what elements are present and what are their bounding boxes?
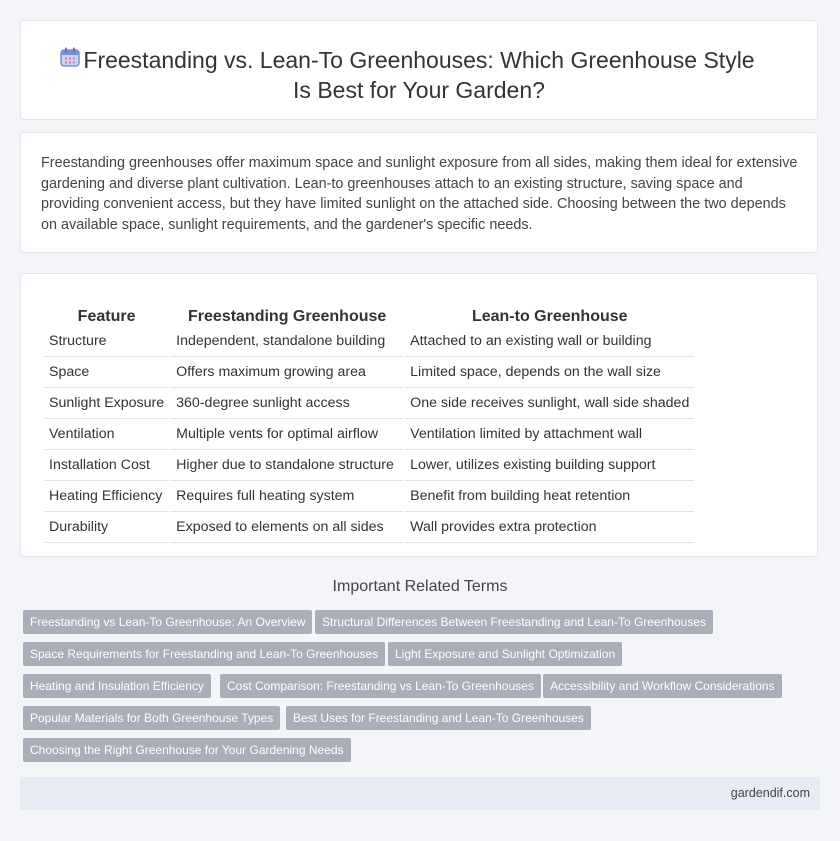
lean-to-cell: Attached to an existing wall or building xyxy=(405,326,694,357)
table-row xyxy=(44,512,694,543)
table-row xyxy=(44,481,694,512)
lean-to-cell: Wall provides extra protection xyxy=(405,512,694,543)
table-row xyxy=(44,326,694,357)
feature-cell: Durability xyxy=(44,512,169,543)
page-title-line-1: Freestanding vs. Lean-To Greenhouses: Which Greenhouse Style xyxy=(83,47,755,73)
header-card xyxy=(20,20,818,120)
feature-cell: Space xyxy=(44,357,169,388)
feature-cell: Structure xyxy=(44,326,169,357)
related-term-tag[interactable]: Accessibility and Workflow Considerations xyxy=(543,674,782,698)
related-terms-title: Important Related Terms xyxy=(332,578,508,595)
freestanding-cell: Independent, standalone building xyxy=(171,326,403,357)
column-header-feature: Feature xyxy=(77,308,136,325)
feature-cell: Ventilation xyxy=(44,419,169,450)
page-title-line-2: Is Best for Your Garden? xyxy=(293,77,545,103)
freestanding-cell: Offers maximum growing area xyxy=(171,357,403,388)
related-term-tag[interactable]: Freestanding vs Lean-To Greenhouse: An Overview xyxy=(23,610,312,634)
related-term-tag[interactable]: Choosing the Right Greenhouse for Your Gardening Needs xyxy=(23,738,351,762)
lean-to-cell: Benefit from building heat retention xyxy=(405,481,694,512)
footer xyxy=(20,777,820,810)
table-row xyxy=(44,357,694,388)
table-row xyxy=(44,388,694,419)
lean-to-cell: Ventilation limited by attachment wall xyxy=(405,419,694,450)
lean-to-cell: One side receives sunlight, wall side shaded xyxy=(405,388,694,419)
freestanding-cell: Exposed to elements on all sides xyxy=(171,512,403,543)
column-header-freestanding: Freestanding Greenhouse xyxy=(188,308,387,325)
table-row xyxy=(44,450,694,481)
intro-card xyxy=(20,132,818,253)
comparison-table-card xyxy=(20,273,818,557)
related-term-tag[interactable]: Space Requirements for Freestanding and Lean-To Greenhouses xyxy=(23,642,385,666)
freestanding-cell: Requires full heating system xyxy=(171,481,403,512)
intro-paragraph: Freestanding greenhouses offer maximum space and sunlight exposure from all sides, making them ideal for extensive gardening and diverse plant cultivation. Lean-to greenhouses attach to an existing structure, saving space and providing convenient access, but they have limited sunlight on the attached side. Choosing between the two depends on available space, sunlight requirements, and the gardener's specific needs. xyxy=(41,155,798,233)
related-term-tag[interactable]: Light Exposure and Sunlight Optimization xyxy=(388,642,622,666)
lean-to-cell: Lower, utilizes existing building support xyxy=(405,450,694,481)
freestanding-cell: Higher due to standalone structure xyxy=(171,450,403,481)
comparison-table xyxy=(42,294,696,543)
freestanding-cell: Multiple vents for optimal airflow xyxy=(171,419,403,450)
column-header-lean-to: Lean-to Greenhouse xyxy=(471,308,628,325)
related-term-tag[interactable]: Heating and Insulation Efficiency xyxy=(23,674,211,698)
related-term-tag[interactable]: Cost Comparison: Freestanding vs Lean-To Greenhouses xyxy=(220,674,541,698)
related-term-tag[interactable]: Structural Differences Between Freestanding and Lean-To Greenhouses xyxy=(315,610,713,634)
table-row xyxy=(44,419,694,450)
page-title xyxy=(21,45,817,105)
freestanding-cell: 360-degree sunlight access xyxy=(171,388,403,419)
feature-cell: Installation Cost xyxy=(44,450,169,481)
footer-site-link[interactable]: gardendif.com xyxy=(730,786,810,800)
lean-to-cell: Limited space, depends on the wall size xyxy=(405,357,694,388)
table-header-row xyxy=(44,294,694,326)
feature-cell: Heating Efficiency xyxy=(44,481,169,512)
feature-cell: Sunlight Exposure xyxy=(44,388,169,419)
related-term-tag[interactable]: Best Uses for Freestanding and Lean-To Greenhouses xyxy=(286,706,591,730)
related-term-tag[interactable]: Popular Materials for Both Greenhouse Types xyxy=(23,706,280,730)
